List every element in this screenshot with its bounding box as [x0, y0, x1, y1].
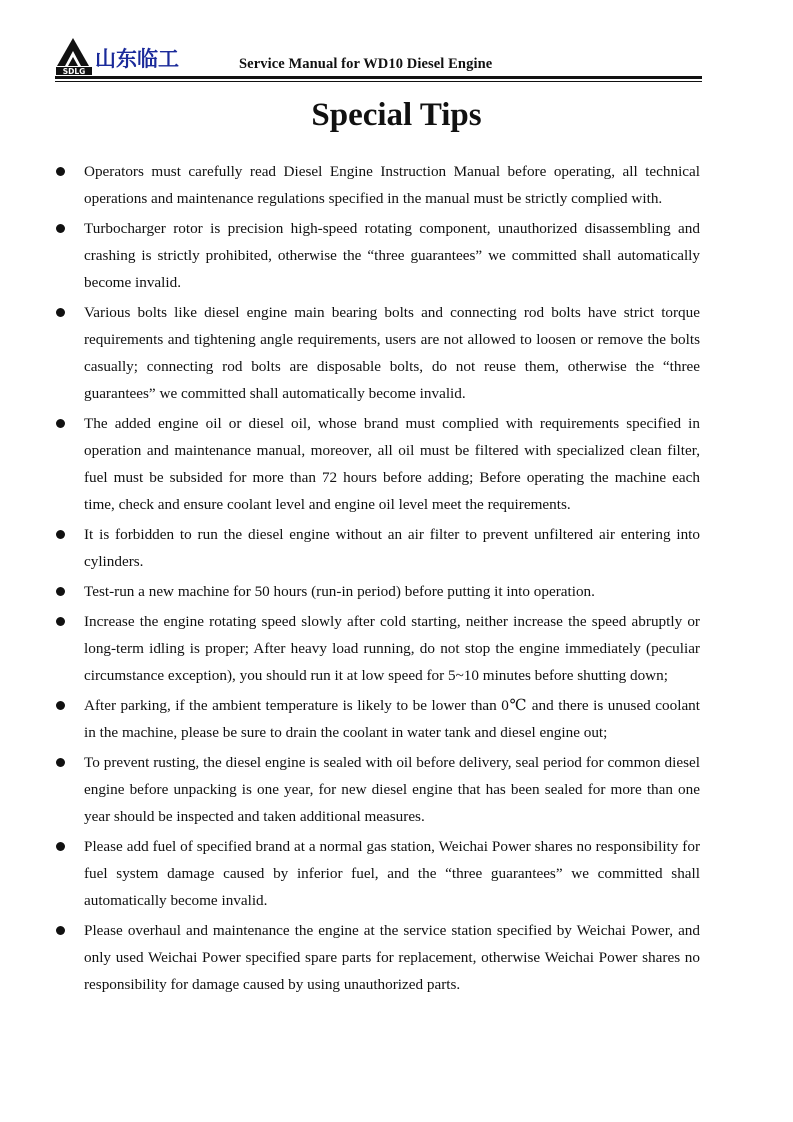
tip-item: [55, 215, 700, 296]
bullet-icon: [56, 530, 65, 539]
tip-item: [55, 833, 700, 914]
tip-text: Operators must carefully read Diesel Engine Instruction Manual before operating, all technical operations and maintenance regulations specified in the manual must be strictly complied with.: [84, 163, 700, 207]
bullet-icon: [56, 419, 65, 428]
bullet-icon: [56, 224, 65, 233]
bullet-icon: [56, 167, 65, 176]
logo-wordmark: 山东临工: [95, 47, 179, 71]
bullet-icon: [56, 926, 65, 935]
tip-text: Please overhaul and maintenance the engine at the service station specified by Weichai Power, and only used Weichai Power specified spare parts for replacement, otherwise Weichai Power shares no responsibility for damage caused by using unauthorized parts.: [84, 922, 700, 993]
tip-text: To prevent rusting, the diesel engine is sealed with oil before delivery, seal period for common diesel engine before unpacking is one year, for new diesel engine that has been sealed for more than one year should be inspected and taken additional measures.: [84, 754, 700, 825]
tip-item: [55, 410, 700, 518]
tip-text: Various bolts like diesel engine main bearing bolts and connecting rod bolts have strict torque requirements and tightening angle requirements, users are not allowed to loosen or remove the bolts casually; connecting rod bolts are disposable bolts, do not reuse them, otherwise the “three guarantees” we committed shall automatically become invalid.: [84, 304, 700, 402]
page-header: [55, 36, 702, 82]
tip-text: The added engine oil or diesel oil, whose brand must complied with requirements specified in operation and maintenance manual, moreover, all oil must be filtered with specialized clean filter, fuel must be subsided for more than 72 hours before adding; Before operating the machine each time, check and ensure coolant level and engine oil level meet the requirements.: [84, 415, 700, 513]
sdlg-logo: [55, 36, 205, 76]
tip-text: After parking, if the ambient temperature is likely to be lower than 0℃ and there is unused coolant in the machine, please be sure to drain the coolant in water tank and diesel engine out;: [84, 697, 700, 741]
bullet-icon: [56, 758, 65, 767]
tip-text: Turbocharger rotor is precision high-speed rotating component, unauthorized disassembling and crashing is strictly prohibited, otherwise the “three guarantees” we committed shall automatically become invalid.: [84, 220, 700, 291]
bullet-icon: [56, 587, 65, 596]
tip-item: [55, 578, 700, 605]
bullet-icon: [56, 308, 65, 317]
tip-item: [55, 692, 700, 746]
logo-sub-text: SDLG: [62, 67, 86, 76]
bullet-icon: [56, 701, 65, 710]
header-rule-thick: [55, 76, 702, 79]
tip-item: [55, 299, 700, 407]
tip-item: [55, 608, 700, 689]
tip-item: [55, 749, 700, 830]
page-title: Special Tips: [311, 97, 482, 133]
tip-item: [55, 521, 700, 575]
tip-text: Test-run a new machine for 50 hours (run-in period) before putting it into operation.: [84, 583, 595, 600]
tips-list: [55, 158, 700, 1001]
tip-item: [55, 158, 700, 212]
tip-text: It is forbidden to run the diesel engine without an air filter to prevent unfiltered air entering into cylinders.: [84, 526, 700, 570]
manual-title: Service Manual for WD10 Diesel Engine: [239, 56, 493, 72]
header-rule-thin: [55, 81, 702, 82]
tip-item: [55, 917, 700, 998]
bullet-icon: [56, 617, 65, 626]
bullet-icon: [56, 842, 65, 851]
tip-text: Increase the engine rotating speed slowly after cold starting, neither increase the speed abruptly or long-term idling is proper; After heavy load running, do not stop the engine immediately (peculiar circumstance exception), you should run it at low speed for 5~10 minutes before shutting down;: [84, 613, 700, 684]
tip-text: Please add fuel of specified brand at a normal gas station, Weichai Power shares no responsibility for fuel system damage caused by inferior fuel, and the “three guarantees” we committed shall automatically become invalid.: [84, 838, 700, 909]
